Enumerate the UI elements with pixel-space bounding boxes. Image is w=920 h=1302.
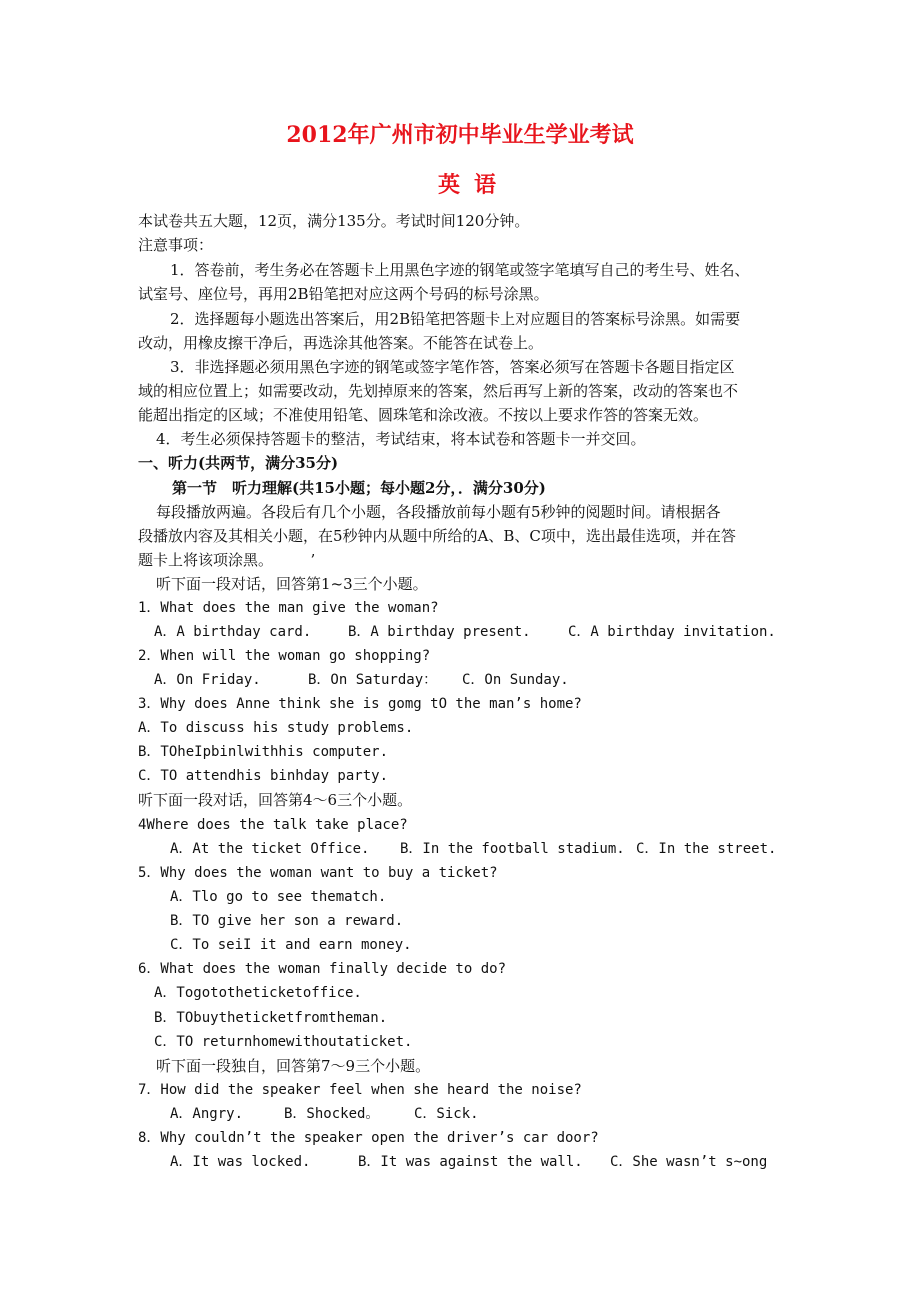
q3-option-b: B．TOheIpbinlwithhis computer.: [138, 744, 389, 760]
question-5: 5．Why does the woman want to buy a ticket?: [138, 865, 498, 881]
question-6: 6．What does the woman finally decide to do?: [138, 961, 507, 977]
q4-option-c: C．In the street.: [636, 841, 777, 857]
notice-3-line-2: 域的相应位置上；如需要改动，先划掉原来的答案，然后再写上新的答案，改动的答案也不: [138, 382, 739, 400]
q7-option-b: B．Shocked。: [284, 1106, 380, 1122]
notice-3-line-1: 3．非选择题必须用黑色字迹的钢笔或签字笔作答，答案必须写在答题卡各题目指定区: [170, 358, 735, 376]
direction-3: 听下面一段独自，回答第7～9三个小题。: [156, 1057, 431, 1075]
part-1-desc-line-2: 段播放内容及其相关小题，在5秒钟内从题中所给的A、B、C项中，选出最佳选项，并在答: [138, 527, 736, 545]
q2-option-b: B．On Saturday：: [308, 672, 438, 688]
q7-option-a: A．Angry.: [170, 1106, 244, 1122]
question-7: 7．How did the speaker feel when she heard the noise?: [138, 1082, 582, 1098]
part-1-desc-line-1: 每段播放两遍。各段后有几个小题，各段播放前每小题有5秒钟的阅题时间。请根据各: [156, 503, 721, 521]
q8-option-a: A．It was locked.: [170, 1154, 311, 1170]
notice-4: 4．考生必须保持答题卡的整洁，考试结束，将本试卷和答题卡一并交回。: [156, 430, 646, 448]
exam-summary: 本试卷共五大题，12页，满分135分。考试时间120分钟。: [138, 212, 530, 230]
notice-2-line-1: 2．选择题每小题选出答案后，用2B铅笔把答题卡上对应题目的答案标号涂黑。如需要: [170, 310, 741, 328]
q5-option-c: C．To seiI it and earn money.: [170, 937, 412, 953]
question-4: 4Where does the talk take place?: [138, 817, 408, 833]
q4-option-b: B．In the football stadium.: [400, 841, 625, 857]
notice-1-line-2: 试室号、座位号，再用2B铅笔把对应这两个号码的标号涂黑。: [138, 285, 549, 303]
question-1: 1．What does the man give the woman?: [138, 600, 439, 616]
question-8: 8．Why couldn’t the speaker open the driver’s car door?: [138, 1130, 599, 1146]
direction-2: 听下面一段对话，回答第4～6三个小题。: [138, 791, 413, 809]
notice-title: 注意事项：: [138, 236, 214, 254]
q1-option-b: B．A birthday present.: [348, 624, 531, 640]
exam-title: 2012年广州市初中毕业生学业考试: [286, 122, 634, 148]
q8-option-b: B．It was against the wall.: [358, 1154, 583, 1170]
q4-option-a: A．At the ticket Office.: [170, 841, 370, 857]
question-3: 3．Why does Anne think she is gomg tO the man’s home?: [138, 696, 582, 712]
q2-option-a: A．On Friday.: [154, 672, 261, 688]
q2-option-c: C．On Sunday.: [462, 672, 569, 688]
notice-3-line-3: 能超出指定的区域；不准使用铅笔、圆珠笔和涂改液。不按以上要求作答的答案无效。: [138, 406, 709, 424]
q6-option-c: C．TO returnhomewithoutaticket.: [154, 1034, 413, 1050]
section-1-heading: 一、听力(共两节，满分35分): [138, 454, 339, 472]
question-2: 2．When will the woman go shopping?: [138, 648, 431, 664]
part-1-desc-line-3: 题卡上将该项涂黑。 ’: [138, 551, 316, 569]
q8-option-c: C．She wasn’t s~ong: [610, 1154, 768, 1170]
q1-option-a: A．A birthday card.: [154, 624, 312, 640]
q1-option-c: C．A birthday invitation.: [568, 624, 776, 640]
notice-1-line-1: 1．答卷前，考生务必在答题卡上用黑色字迹的钢笔或签字笔填写自己的考生号、姓名、: [170, 261, 750, 279]
q3-option-c: C．TO attendhis binhday party.: [138, 768, 389, 784]
q5-option-b: B．TO give her son a reward.: [170, 913, 404, 929]
q6-option-b: B．TObuytheticketfromtheman.: [154, 1010, 388, 1026]
part-1-heading: 第一节 听力理解(共15小题；每小题2分，．满分30分): [172, 479, 546, 497]
notice-2-line-2: 改动，用橡皮擦干净后，再选涂其他答案。不能答在试卷上。: [138, 334, 544, 352]
q6-option-a: A．Togototheticketoffice.: [154, 985, 362, 1001]
direction-1: 听下面一段对话，回答第1~3三个小题。: [156, 575, 428, 593]
q3-option-a: A．To discuss his study problems.: [138, 720, 414, 736]
subject-title: 英语: [437, 172, 510, 198]
q7-option-c: C．Sick.: [414, 1106, 479, 1122]
q5-option-a: A．Tlo go to see thematch.: [170, 889, 387, 905]
